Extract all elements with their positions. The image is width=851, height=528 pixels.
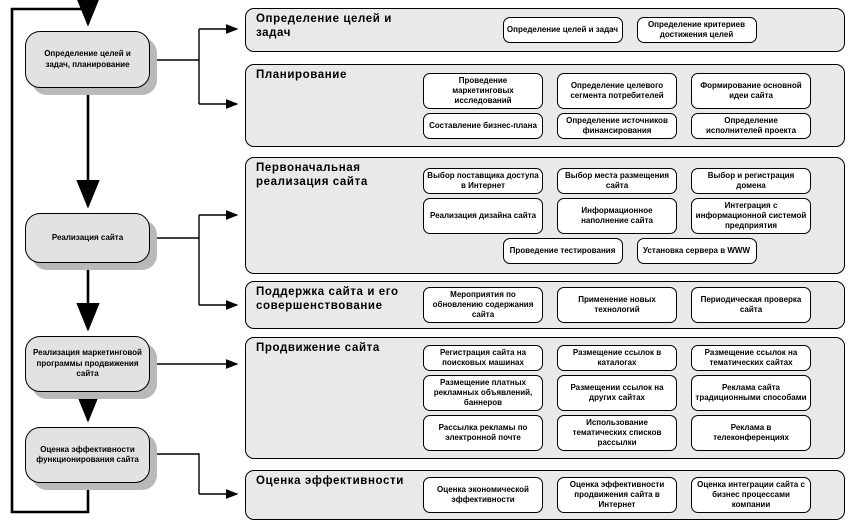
panel-promotion bbox=[245, 337, 845, 459]
task-box: Размещении ссылок на других сайтах bbox=[557, 375, 677, 411]
task-box: Мероприятия по обновлению содержания сайта bbox=[423, 287, 543, 323]
task-box: Определение исполнителей проекта bbox=[691, 113, 811, 139]
panel-goals bbox=[245, 8, 845, 52]
task-box: Размещение платных рекламных объявлений, баннеров bbox=[423, 375, 543, 411]
panel-title: Поддержка сайта и его совершенствование bbox=[256, 286, 399, 312]
stage-effectiveness-evaluation: Оценка эффективности функционирования сайта bbox=[25, 427, 150, 483]
task-box: Проведение тестирования bbox=[503, 238, 623, 264]
task-box: Размещение ссылок в каталогах bbox=[557, 345, 677, 371]
task-box: Применение новых технологий bbox=[557, 287, 677, 323]
task-box: Составление бизнес-плана bbox=[423, 113, 543, 139]
task-box: Рассылка рекламы по электронной почте bbox=[423, 415, 543, 451]
task-box: Размещение ссылок на тематических сайтах bbox=[691, 345, 811, 371]
task-box: Интеграция с информационной системой предприятия bbox=[691, 198, 811, 234]
task-box: Формирование основной идеи сайта bbox=[691, 73, 811, 109]
task-box: Выбор поставщика доступа в Интернет bbox=[423, 168, 543, 194]
panel-evaluation bbox=[245, 470, 845, 520]
task-box: Информационное наполнение сайта bbox=[557, 198, 677, 234]
stage-marketing-program: Реализация маркетинговой программы продвижения сайта bbox=[25, 336, 150, 392]
panel-title: Определение целей и задач bbox=[256, 13, 392, 39]
task-box: Оценка интеграции сайта с бизнес процессами компании bbox=[691, 477, 811, 513]
task-box: Реализация дизайна сайта bbox=[423, 198, 543, 234]
task-box: Выбор и регистрация домена bbox=[691, 168, 811, 194]
task-box: Периодическая проверка сайта bbox=[691, 287, 811, 323]
task-box: Определение критериев достижения целей bbox=[637, 17, 757, 43]
panel-title: Оценка эффективности bbox=[256, 475, 404, 487]
panel-support bbox=[245, 281, 845, 329]
task-box: Установка сервера в WWW bbox=[637, 238, 757, 264]
task-box: Оценка эффективности продвижения сайта в Интернет bbox=[557, 477, 677, 513]
panel-title: Первоначальная реализация сайта bbox=[256, 162, 368, 188]
task-box: Оценка экономической эффективности bbox=[423, 477, 543, 513]
task-box: Реклама в телеконференциях bbox=[691, 415, 811, 451]
task-box: Выбор места размещения сайта bbox=[557, 168, 677, 194]
stage-site-implementation: Реализация сайта bbox=[25, 213, 150, 263]
stage-goals-planning: Определение целей и задач, планирование bbox=[25, 31, 150, 88]
panel-title: Продвижение сайта bbox=[256, 342, 380, 354]
task-box: Реклама сайта традиционными способами bbox=[691, 375, 811, 411]
task-box: Определение источников финансирования bbox=[557, 113, 677, 139]
task-box: Определение целей и задач bbox=[503, 17, 623, 43]
panel-title: Планирование bbox=[256, 69, 347, 81]
task-box: Регистрация сайта на поисковых машинах bbox=[423, 345, 543, 371]
task-box: Проведение маркетинговых исследований bbox=[423, 73, 543, 109]
task-box: Определение целевого сегмента потребителей bbox=[557, 73, 677, 109]
panel-initial-implementation bbox=[245, 157, 845, 274]
panel-planning bbox=[245, 64, 845, 147]
task-box: Использование тематических списков рассылки bbox=[557, 415, 677, 451]
